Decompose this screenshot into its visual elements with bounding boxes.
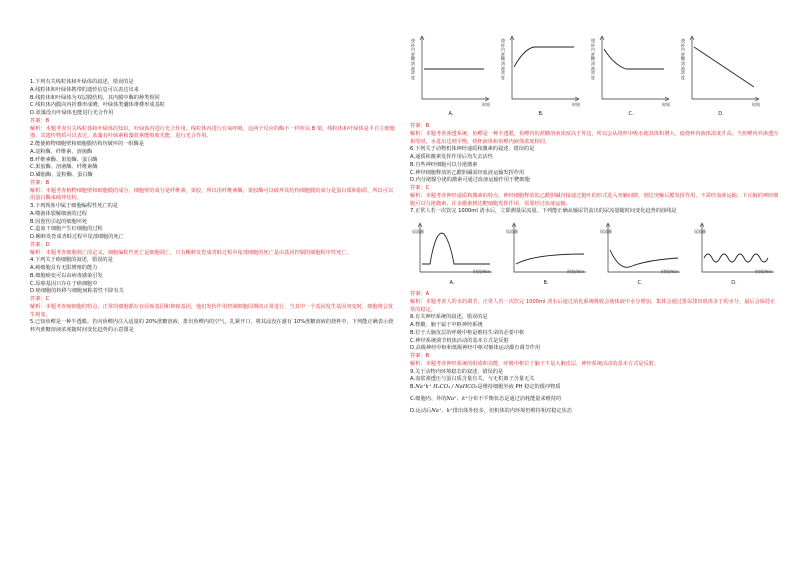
question-text: 9.关于动物内环境稳态的叙述，错误的是 — [410, 368, 504, 375]
left-column — [30, 0, 398, 335]
question-text: 7.正常人若一次饮完 1000ml 清水后，立即测量尿流量。下列能正确从输尿管流出的尿流量随时间变化趋势的曲线是 — [410, 208, 677, 215]
y-axis-label: 烧杯内蔗糖溶液浓度 — [681, 38, 685, 80]
answer-text: 答案：B — [410, 123, 430, 129]
x-axis-label: 时间 — [482, 102, 490, 107]
q7-curve — [422, 233, 490, 264]
figure-q5 — [410, 33, 780, 119]
q7-curve — [516, 254, 584, 264]
x-axis-label: 时间/min — [567, 269, 584, 275]
graph-caption: C. — [637, 280, 643, 287]
y-axis-label: 尿流量 — [694, 229, 706, 234]
q5-curve — [514, 47, 574, 67]
option-text: C.神经系统调节机体活动的基本方式是反射 — [410, 337, 509, 344]
explanation-text: 解析：本题考查渗透系统，鱼鳔是一种半透膜，鱼鳔内的蔗糖溶液浓度高于外边，所以会从烧杯中吸水使其体积增大，使烧杯内液体浓度升高，当鱼鳔内外渗透压相等时，水进出达到平衡，烧杯液体和鱼鳔内液体浓度相同。 — [410, 130, 779, 145]
x-axis-label: 时间 — [752, 102, 760, 107]
q5-graph-a — [410, 33, 492, 119]
x-axis-label: 时间 — [572, 102, 580, 107]
option-text: B.因创伤引起的细胞坏死 — [30, 218, 88, 225]
explanation-text: 解析：本题考查人的水的调节，正常人若一次饮完 1000ml 清水后通过消化系统吸收会使体液中水分增加，集体会通过排尿排出机体多于的水分，最后会保持正常的稳定。 — [410, 298, 776, 313]
option-text: C.造血干细胞产生红细胞的过程 — [30, 226, 103, 233]
option-text: D.癌细胞的转移与细胞间粘着性下降有关 — [30, 288, 124, 295]
option-text: A.癌细胞具有无限增殖的能力 — [30, 265, 98, 271]
q5-graph-d — [680, 33, 762, 119]
answer-text: 答案：C — [410, 185, 430, 191]
graph-caption: C. — [628, 111, 634, 118]
explanation-text: 解析：本题考查细胞凋亡的定义，细胞编程性死亡是细胞凋亡，只有蝌蚪发育成青蛙过程中尾部细胞的死亡是由基因控制的细胞程序性死亡。 — [30, 249, 352, 256]
answer-text: 答案：D — [30, 241, 50, 248]
option-text: C.线粒体内膜向内折叠形成嵴，叶绿体类囊体堆叠形成基粒 — [30, 102, 165, 109]
graph-caption: B. — [538, 111, 544, 118]
option-text: C.神经细胞释放的乙酰胆碱需经血液运输发挥作用 — [410, 169, 525, 176]
q7-curve — [610, 250, 678, 267]
question-text: 4.下列关于癌细胞的叙述，错误的是 — [30, 257, 113, 264]
q9-option-c: C.细胞内、外的Na⁺、k⁺分布不平衡状态是通过消耗能量来维持的 — [410, 395, 562, 402]
figure-q7 — [410, 220, 780, 288]
q5-graph-axes — [590, 33, 672, 111]
q5-curve — [604, 49, 664, 69]
explanation-text: 解析：本题考查神经系统的组成和功能。呼吸中枢位于脑干不是大脑皮层，神经系统活动的基本方式是反射。 — [410, 360, 660, 367]
option-text: D.高级神经中枢和低级神经中枢对躯体运动都有调节作用 — [410, 345, 541, 352]
option-text: D.蝌蚪发育成青蛙过程中尾部细胞的死亡 — [30, 234, 124, 240]
answer-text: 答案：B — [30, 117, 50, 124]
q7-graph-c — [598, 220, 682, 288]
graph-caption: D. — [718, 111, 724, 118]
q9-c-formula: Na⁺、k⁺ — [446, 395, 468, 402]
answer-text: 答案：B — [410, 353, 430, 359]
y-axis-label: 尿流量 — [506, 229, 518, 234]
q7-curve — [704, 254, 768, 262]
option-text: D.蓝藻没有叶绿体也能进行光合作用 — [30, 110, 114, 116]
option-text: B.线粒体和叶绿体为双层膜结构，其内膜中酶的种类相同 — [30, 94, 160, 101]
y-axis-label: 烧杯内蔗糖溶液浓度 — [501, 38, 505, 80]
question-text: 3.下列现象中属于细胞编程性死亡的是 — [30, 203, 118, 209]
graph-caption: B. — [543, 280, 549, 287]
answer-text: 答案：A — [410, 291, 430, 297]
option-text: C.原癌基因只存在于癌细胞中 — [30, 280, 98, 287]
option-text: A.脊髓、脑干属于中枢神经系统 — [410, 322, 483, 328]
q5-curve — [694, 47, 754, 87]
explanation-text: 解析：本题考查植物细胞壁和细胞膜的成分，细胞壁的成分是纤维素，果胶，所以用纤维素酶，果胶酶可以破坏其结构细胞膜的成分是蛋白质和脂质，所以可以用蛋白酶来破坏结构。 — [30, 187, 394, 202]
graph-caption: D. — [731, 280, 737, 287]
option-text: A.递质和激素发挥作用后均失去活性 — [410, 154, 493, 160]
option-text: D.内分泌腺分泌的激素可通过血液运输作用于靶细胞 — [410, 177, 530, 184]
x-axis-label: 时间 — [662, 102, 670, 107]
explanation-text: 解析：本题考查有关线粒体和叶绿体的知识。叶绿体内进行光合作用，线粒体内进行有氧呼吸，这两个反应的酶不一样所以 B 错。线粒体和叶绿体是半自主细胞器，其遗传物质可以表达。蓝藻有叶绿素和藻蓝素能吸收光能，进行光合作用。 — [30, 125, 395, 140]
x-axis-label: 时间/min — [755, 269, 772, 275]
option-text: B.细胞癌变可以由病毒感染引发 — [30, 272, 103, 279]
q5-graph-axes — [410, 33, 492, 111]
graph-caption: A. — [448, 111, 454, 118]
option-text: B.有些神经细胞可以分泌激素 — [410, 161, 478, 168]
option-text: A.噬菌体裂解细菌的过程 — [30, 210, 87, 217]
option-text: A.线粒体和叶绿体携带的遗传信息可以表达出来 — [30, 86, 139, 93]
option-text: B.纤维素酶、果胶酶、蛋白酶 — [30, 156, 98, 163]
q7-graph-a — [410, 220, 494, 288]
q7-graph-b — [504, 220, 588, 288]
explanation-text: 解析：本题考查神经递质和激素的特点，神经细胞释放的乙酰胆碱直接通过胞吐的形式进入突触间隙，到达突触后膜发挥作用，不需经血液运输。下丘脑的神经细胞可以分泌激素，许多激素到达靶细胞发挥作用，需要经过血液运输。 — [410, 192, 779, 207]
right-column — [410, 0, 780, 415]
q9-b-formula: Na⁺k⁺ H₂CO₃ / NaHCO₃ — [415, 384, 478, 390]
y-axis-label: 烧杯内蔗糖溶液浓度 — [411, 38, 415, 80]
q5-graph-axes — [500, 33, 582, 111]
y-axis-label: 尿流量 — [412, 229, 424, 234]
q9-d-formula: Na⁺、k⁺ — [431, 407, 453, 414]
question-text: 6.下列关于动物机体神经递质和激素的叙述，错误的是 — [410, 146, 535, 153]
x-axis-label: 时间/min — [473, 269, 490, 275]
q5-graph-c — [590, 33, 672, 119]
option-text: A.血浆渗透压与蛋白质含量有关，与无机离子含量无关 — [410, 376, 535, 383]
answer-text: 答案：B — [30, 179, 50, 186]
q7-graph-d — [692, 220, 776, 288]
option-text: C.果胶酶、溶菌酶、纤维素酶 — [30, 164, 98, 171]
option-text: A.淀粉酶、纤维素、溶菌酶 — [30, 148, 93, 155]
question-text: 8.有关神经系统的叙述，错误的是 — [410, 314, 488, 321]
answer-text: 答案：C — [30, 296, 50, 302]
question-text: 2.能使植物细胞壁和细胞膜结构均破坏的一组酶是 — [30, 141, 144, 147]
graph-caption: A. — [449, 280, 455, 287]
option-text: B.位于大脑皮层的呼吸中枢是维持生命的必要中枢 — [410, 329, 525, 336]
question-text: 1.下列有关线粒体和叶绿体的叙述，错误的是 — [30, 79, 134, 85]
y-axis-label: 尿流量 — [600, 229, 612, 234]
x-axis-label: 时间/min — [661, 269, 678, 275]
q9-option-b: B.Na⁺k⁺ H₂CO₃ / NaHCO₃是维持细胞外液 PH 稳定的缓冲物质 — [410, 384, 561, 390]
option-text: D.磷脂酶、淀粉酶、蛋白酶 — [30, 172, 93, 178]
explanation-text: 解析：本题考查癌细胞的特点，正常的细胞都存在原癌基因和抑癌基因，他们发挥作用控制细胞周期的正常进行，当其中一个基因发生基因突变时，细胞将会发生癌变。 — [30, 303, 394, 318]
q5-graph-axes — [680, 33, 762, 111]
y-axis-label: 烧杯内蔗糖溶液浓度 — [591, 38, 595, 80]
question-text: 5.已知鱼鳔是一种半透膜。若向鱼鳔内注入适量的 20%蔗糖溶液，排出鱼鳔内的空气，扎紧开口，将其浸没在盛有 10%蔗糖溶液的烧杯中，下列能正确表示烧杯内蔗糖溶液浓度随时间变化趋势的示意图是 — [30, 319, 394, 333]
q5-graph-b — [500, 33, 582, 119]
q9-option-d: D.运动后Na⁺、k⁺排出体外较多，但机体的内环境仍维持相对稳定状态 — [410, 407, 572, 414]
